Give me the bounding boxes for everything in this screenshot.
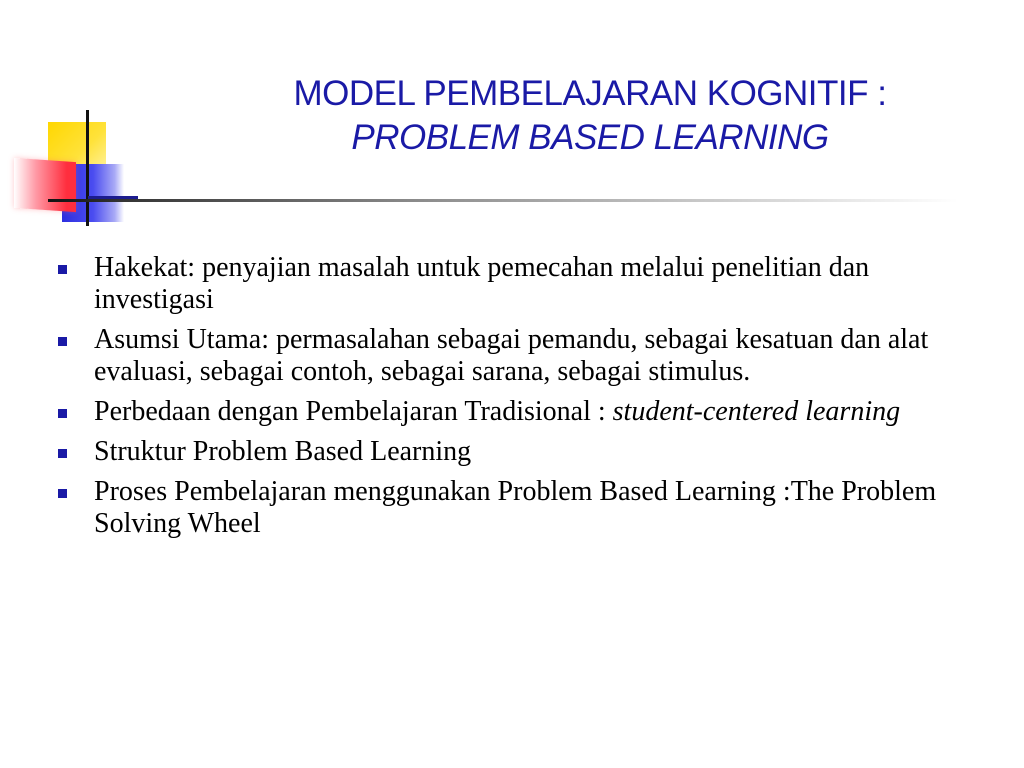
square-bullet-icon [58, 337, 67, 346]
logo-red-square [14, 158, 76, 212]
slide-title-line2: PROBLEM BASED LEARNING [351, 118, 829, 157]
list-item-text: Hakekat: penyajian masalah untuk pemecahan melalui penelitian dan investigasi [94, 252, 870, 315]
list-item-text: Perbedaan dengan Pembelajaran Tradisional : [94, 396, 613, 427]
square-bullet-icon [58, 265, 67, 274]
logo-vertical-line [86, 110, 89, 226]
slide-title [180, 72, 1000, 160]
square-bullet-icon [58, 449, 67, 458]
list-item [54, 396, 974, 428]
list-item [54, 252, 974, 316]
list-item [54, 476, 974, 540]
decorative-logo [0, 0, 160, 240]
divider-accent [88, 196, 138, 199]
bullet-list [54, 252, 974, 548]
square-bullet-icon [58, 409, 67, 418]
square-bullet-icon [58, 489, 67, 498]
list-item [54, 324, 974, 388]
title-divider-line [48, 199, 958, 202]
list-item-text: Proses Pembelajaran menggunakan Problem Based Learning :The Problem Solving Wheel [94, 476, 937, 539]
list-item [54, 436, 974, 468]
list-item-text: Asumsi Utama: permasalahan sebagai pemandu, sebagai kesatuan dan alat evaluasi, sebagai contoh, sebagai sarana, sebagai stimulus. [94, 324, 929, 387]
list-item-italic-text: student-centered learning [612, 396, 901, 427]
list-item-text: Struktur Problem Based Learning [94, 436, 472, 467]
slide-title-line1: MODEL PEMBELAJARAN KOGNITIF : [293, 74, 887, 113]
